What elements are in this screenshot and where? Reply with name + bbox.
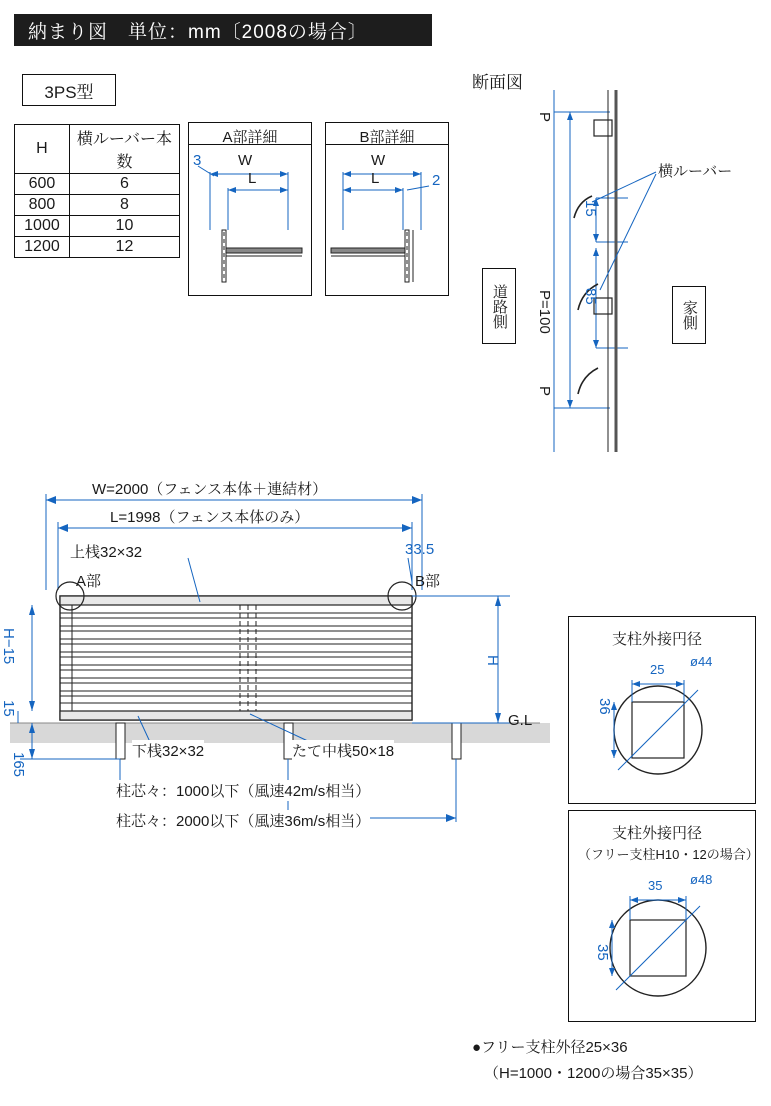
table-row <box>15 195 180 216</box>
section-title: 断面図 <box>472 73 523 92</box>
section-dim-15: 15 <box>582 200 599 217</box>
cell-h: 1000 <box>15 216 70 237</box>
elevation-dim-h: H <box>484 655 501 666</box>
road-side-label: 道路側 <box>490 283 508 329</box>
table-header-h: H <box>15 125 70 174</box>
elevation-gl-label: G.L <box>508 712 533 729</box>
elevation-lower-rail-label: 下桟32×32 <box>132 740 204 761</box>
post-circle-1-dim-top: 25 <box>650 662 665 677</box>
detail-a-dim-l: L <box>248 170 257 187</box>
detail-b-dim-w: W <box>371 152 386 169</box>
elevation-dim-165: 165 <box>10 752 27 778</box>
post-circle-2-dim-left: 35 <box>594 944 611 961</box>
footnote-line-1: ●フリー支柱外径25×36 <box>472 1039 628 1056</box>
page-title: 納まり図 単位：mm〔2008の場合〕 <box>28 21 368 43</box>
detail-b-title: B部詳細 <box>326 123 448 145</box>
table-row <box>15 174 180 195</box>
section-p-top-label: P <box>536 112 553 123</box>
cell-count: 10 <box>69 216 179 237</box>
post-circle-2-dim-top: 35 <box>648 878 663 893</box>
table-header-count: 横ルーバー本数 <box>69 125 179 174</box>
cell-count: 8 <box>69 195 179 216</box>
house-side-box <box>672 286 706 344</box>
post-circle-2-title: 支柱外接円径 <box>612 825 703 842</box>
detail-b-drawing <box>325 144 447 294</box>
elevation-part-a-label: A部 <box>76 573 102 590</box>
house-side-label: 家側 <box>680 300 698 330</box>
louver-count-table <box>14 124 180 258</box>
post-circle-2-subtitle: （フリー支柱H10・12の場合） <box>578 847 759 862</box>
table-row <box>15 237 180 258</box>
post-circle-1-dim-left: 36 <box>596 698 613 715</box>
elevation-note-1: 柱芯々：1000以下（風速42m/s相当） <box>116 780 370 801</box>
table-header-row <box>15 125 180 174</box>
post-circle-1-dim-dia: ø44 <box>690 654 713 669</box>
footnote-line-2: （H=1000・1200の場合35×35） <box>484 1065 703 1082</box>
elevation-upper-rail-label: 上桟32×32 <box>70 544 143 561</box>
elevation-dim-15: 15 <box>0 700 17 717</box>
cell-h: 600 <box>15 174 70 195</box>
elevation-part-b-label: B部 <box>415 573 441 590</box>
cell-count: 12 <box>69 237 179 258</box>
cell-h: 1200 <box>15 237 70 258</box>
detail-b-dim-l: L <box>371 170 380 187</box>
section-p-bottom-label: P <box>536 386 553 397</box>
section-dim-85: 85 <box>582 288 599 305</box>
elevation-h-minus-15: H−15 <box>0 628 17 665</box>
type-label: 3PS型 <box>44 82 94 102</box>
page-title-bar <box>14 14 432 46</box>
cell-count: 6 <box>69 174 179 195</box>
elevation-note-2: 柱芯々：2000以下（風速36m/s相当） <box>116 810 370 831</box>
section-p-mid-label: P=100 <box>536 290 553 334</box>
cell-h: 800 <box>15 195 70 216</box>
elevation-dim-33-5: 33.5 <box>405 541 435 558</box>
detail-a-title: A部詳細 <box>189 123 311 145</box>
detail-a-dim-w: W <box>238 152 253 169</box>
type-label-box <box>22 74 116 106</box>
elevation-mid-rail-label: たて中桟50×18 <box>292 740 394 761</box>
table-row <box>15 216 180 237</box>
section-louver-label: 横ルーバー <box>658 163 733 180</box>
elevation-w-label: W=2000（フェンス本体＋連結材） <box>92 481 328 498</box>
elevation-l-label: L=1998（フェンス本体のみ） <box>110 509 310 526</box>
detail-a-dim-3: 3 <box>193 152 202 169</box>
road-side-box <box>482 268 516 344</box>
post-circle-1-title: 支柱外接円径 <box>612 631 703 648</box>
post-circle-2-dim-dia: ø48 <box>690 872 713 887</box>
detail-b-dim-2: 2 <box>432 172 441 189</box>
